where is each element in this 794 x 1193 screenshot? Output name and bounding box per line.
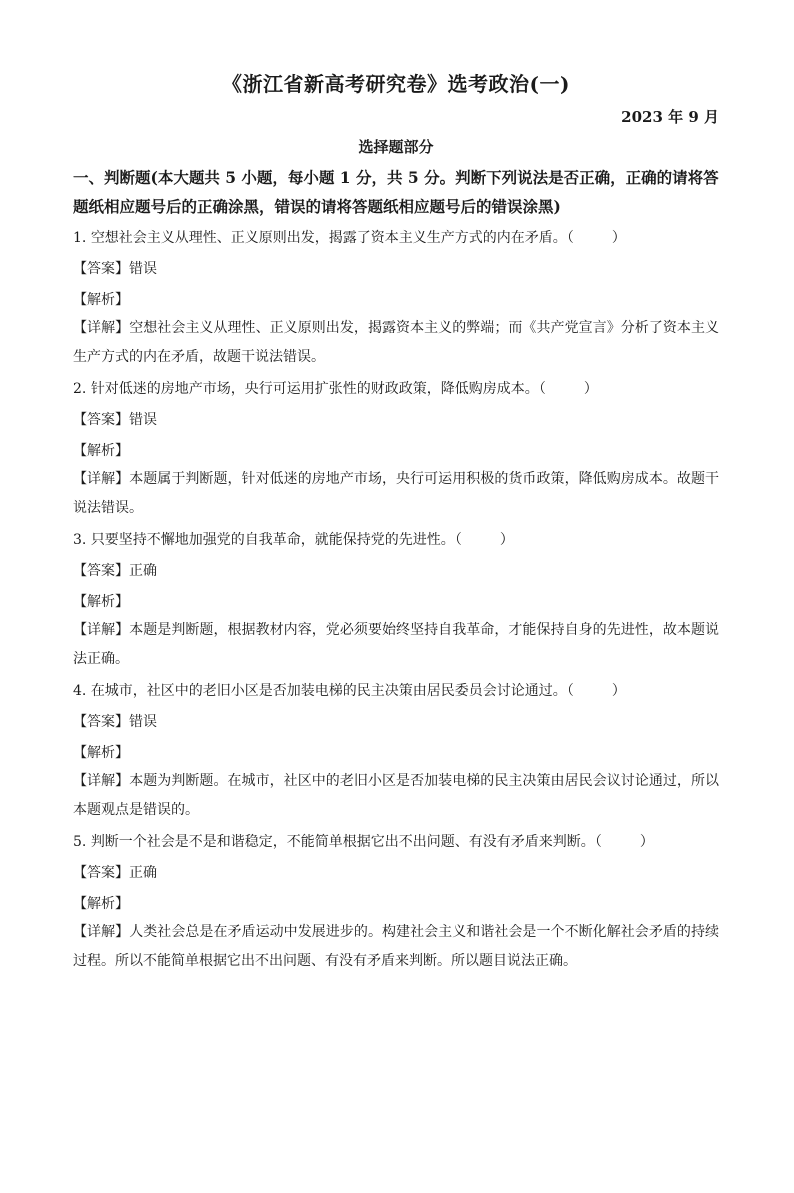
detail-text: 本题属于判断题，针对低迷的房地产市场，央行可运用积极的货币政策，降低购房成本。故题干说法错误。: [73, 471, 720, 516]
answer-paren-close: ）: [639, 834, 654, 850]
question-text: 在城市，社区中的老旧小区是否加装电梯的民主决策由居民委员会讨论通过。: [90, 683, 567, 699]
question-stem: [73, 378, 719, 400]
question-list: [73, 227, 719, 976]
answer-label: 【答案】: [73, 563, 129, 579]
answer-value: 错误: [129, 412, 157, 428]
question-number: 4.: [73, 683, 87, 699]
detail-text: 空想社会主义从理性、正义原则出发，揭露资本主义的弊端；而《共产党宣言》分析了资本主义生产方式的内在矛盾，故题干说法错误。: [73, 320, 720, 365]
question-block: [73, 831, 719, 976]
answer-paren-open: （: [538, 381, 546, 397]
answer-label: 【答案】: [73, 412, 129, 428]
detail-label: 【详解】: [73, 773, 130, 789]
answer-value: 正确: [129, 865, 157, 881]
detail-paragraph: [73, 465, 719, 523]
analysis-label: 【解析】: [73, 745, 129, 761]
detail-text: 本题是判断题，根据教材内容，党必须要始终坚持自我革命，才能保持自身的先进性，故本题说法正确。: [73, 622, 720, 667]
answer-paren-open: （: [566, 683, 574, 699]
question-stem: [73, 227, 719, 249]
question-block: [73, 378, 719, 523]
section-heading: 一、判断题(本大题共 5 小题，每小题 1 分，共 5 分。判断下列说法是否正确，正确的请将答题纸相应题号后的正确涂黑，错误的请将答题纸相应题号后的错误涂黑): [73, 168, 719, 216]
document-date: 2023 年 9 月: [621, 108, 719, 126]
question-block: [73, 529, 719, 674]
detail-label: 【详解】: [73, 320, 130, 336]
question-block: [73, 680, 719, 825]
detail-text: 人类社会总是在矛盾运动中发展进步的。构建社会主义和谐社会是一个不断化解社会矛盾的持续过程。所以不能简单根据它出不出问题、有没有矛盾来判断。所以题目说法正确。: [73, 924, 720, 969]
detail-paragraph: [73, 918, 719, 976]
answer-value: 正确: [129, 563, 157, 579]
answer-line: [73, 258, 719, 280]
question-number: 1.: [73, 230, 87, 246]
answer-paren-close: ）: [611, 683, 626, 699]
answer-paren-open: （: [594, 834, 602, 850]
answer-paren-open: （: [454, 532, 462, 548]
detail-label: 【详解】: [73, 622, 130, 638]
answer-paren-close: ）: [583, 381, 598, 397]
answer-line: [73, 409, 719, 431]
question-text: 只要坚持不懈地加强党的自我革命，就能保持党的先进性。: [90, 532, 455, 548]
part-heading: 选择题部分: [358, 138, 434, 156]
question-text: 针对低迷的房地产市场，央行可运用扩张性的财政政策，降低购房成本。: [90, 381, 539, 397]
answer-label: 【答案】: [73, 261, 129, 277]
question-number: 3.: [73, 532, 87, 548]
answer-label: 【答案】: [73, 714, 129, 730]
answer-paren-close: ）: [499, 532, 514, 548]
answer-paren-close: ）: [611, 230, 626, 246]
answer-value: 错误: [129, 714, 157, 730]
answer-line: [73, 560, 719, 582]
analysis-label: 【解析】: [73, 292, 129, 308]
question-number: 2.: [73, 381, 87, 397]
question-text: 空想社会主义从理性、正义原则出发，揭露了资本主义生产方式的内在矛盾。: [90, 230, 567, 246]
analysis-label: 【解析】: [73, 443, 129, 459]
answer-paren-open: （: [566, 230, 574, 246]
question-stem: [73, 680, 719, 702]
document-page: [0, 70, 794, 1193]
detail-label: 【详解】: [73, 924, 130, 940]
analysis-label: 【解析】: [73, 594, 129, 610]
answer-value: 错误: [129, 261, 157, 277]
answer-line: [73, 711, 719, 733]
detail-paragraph: [73, 616, 719, 674]
answer-label: 【答案】: [73, 865, 129, 881]
detail-paragraph: [73, 314, 719, 372]
analysis-label: 【解析】: [73, 896, 129, 912]
question-stem: [73, 529, 719, 551]
document-title: 《浙江省新高考研究卷》选考政治(一): [222, 72, 570, 96]
detail-paragraph: [73, 767, 719, 825]
question-number: 5.: [73, 834, 87, 850]
question-block: [73, 227, 719, 372]
answer-line: [73, 862, 719, 884]
question-stem: [73, 831, 719, 853]
detail-text: 本题为判断题。在城市，社区中的老旧小区是否加装电梯的民主决策由居民会议讨论通过，所以本题观点是错误的。: [73, 773, 720, 818]
question-text: 判断一个社会是不是和谐稳定，不能简单根据它出不出问题、有没有矛盾来判断。: [90, 834, 595, 850]
detail-label: 【详解】: [73, 471, 130, 487]
